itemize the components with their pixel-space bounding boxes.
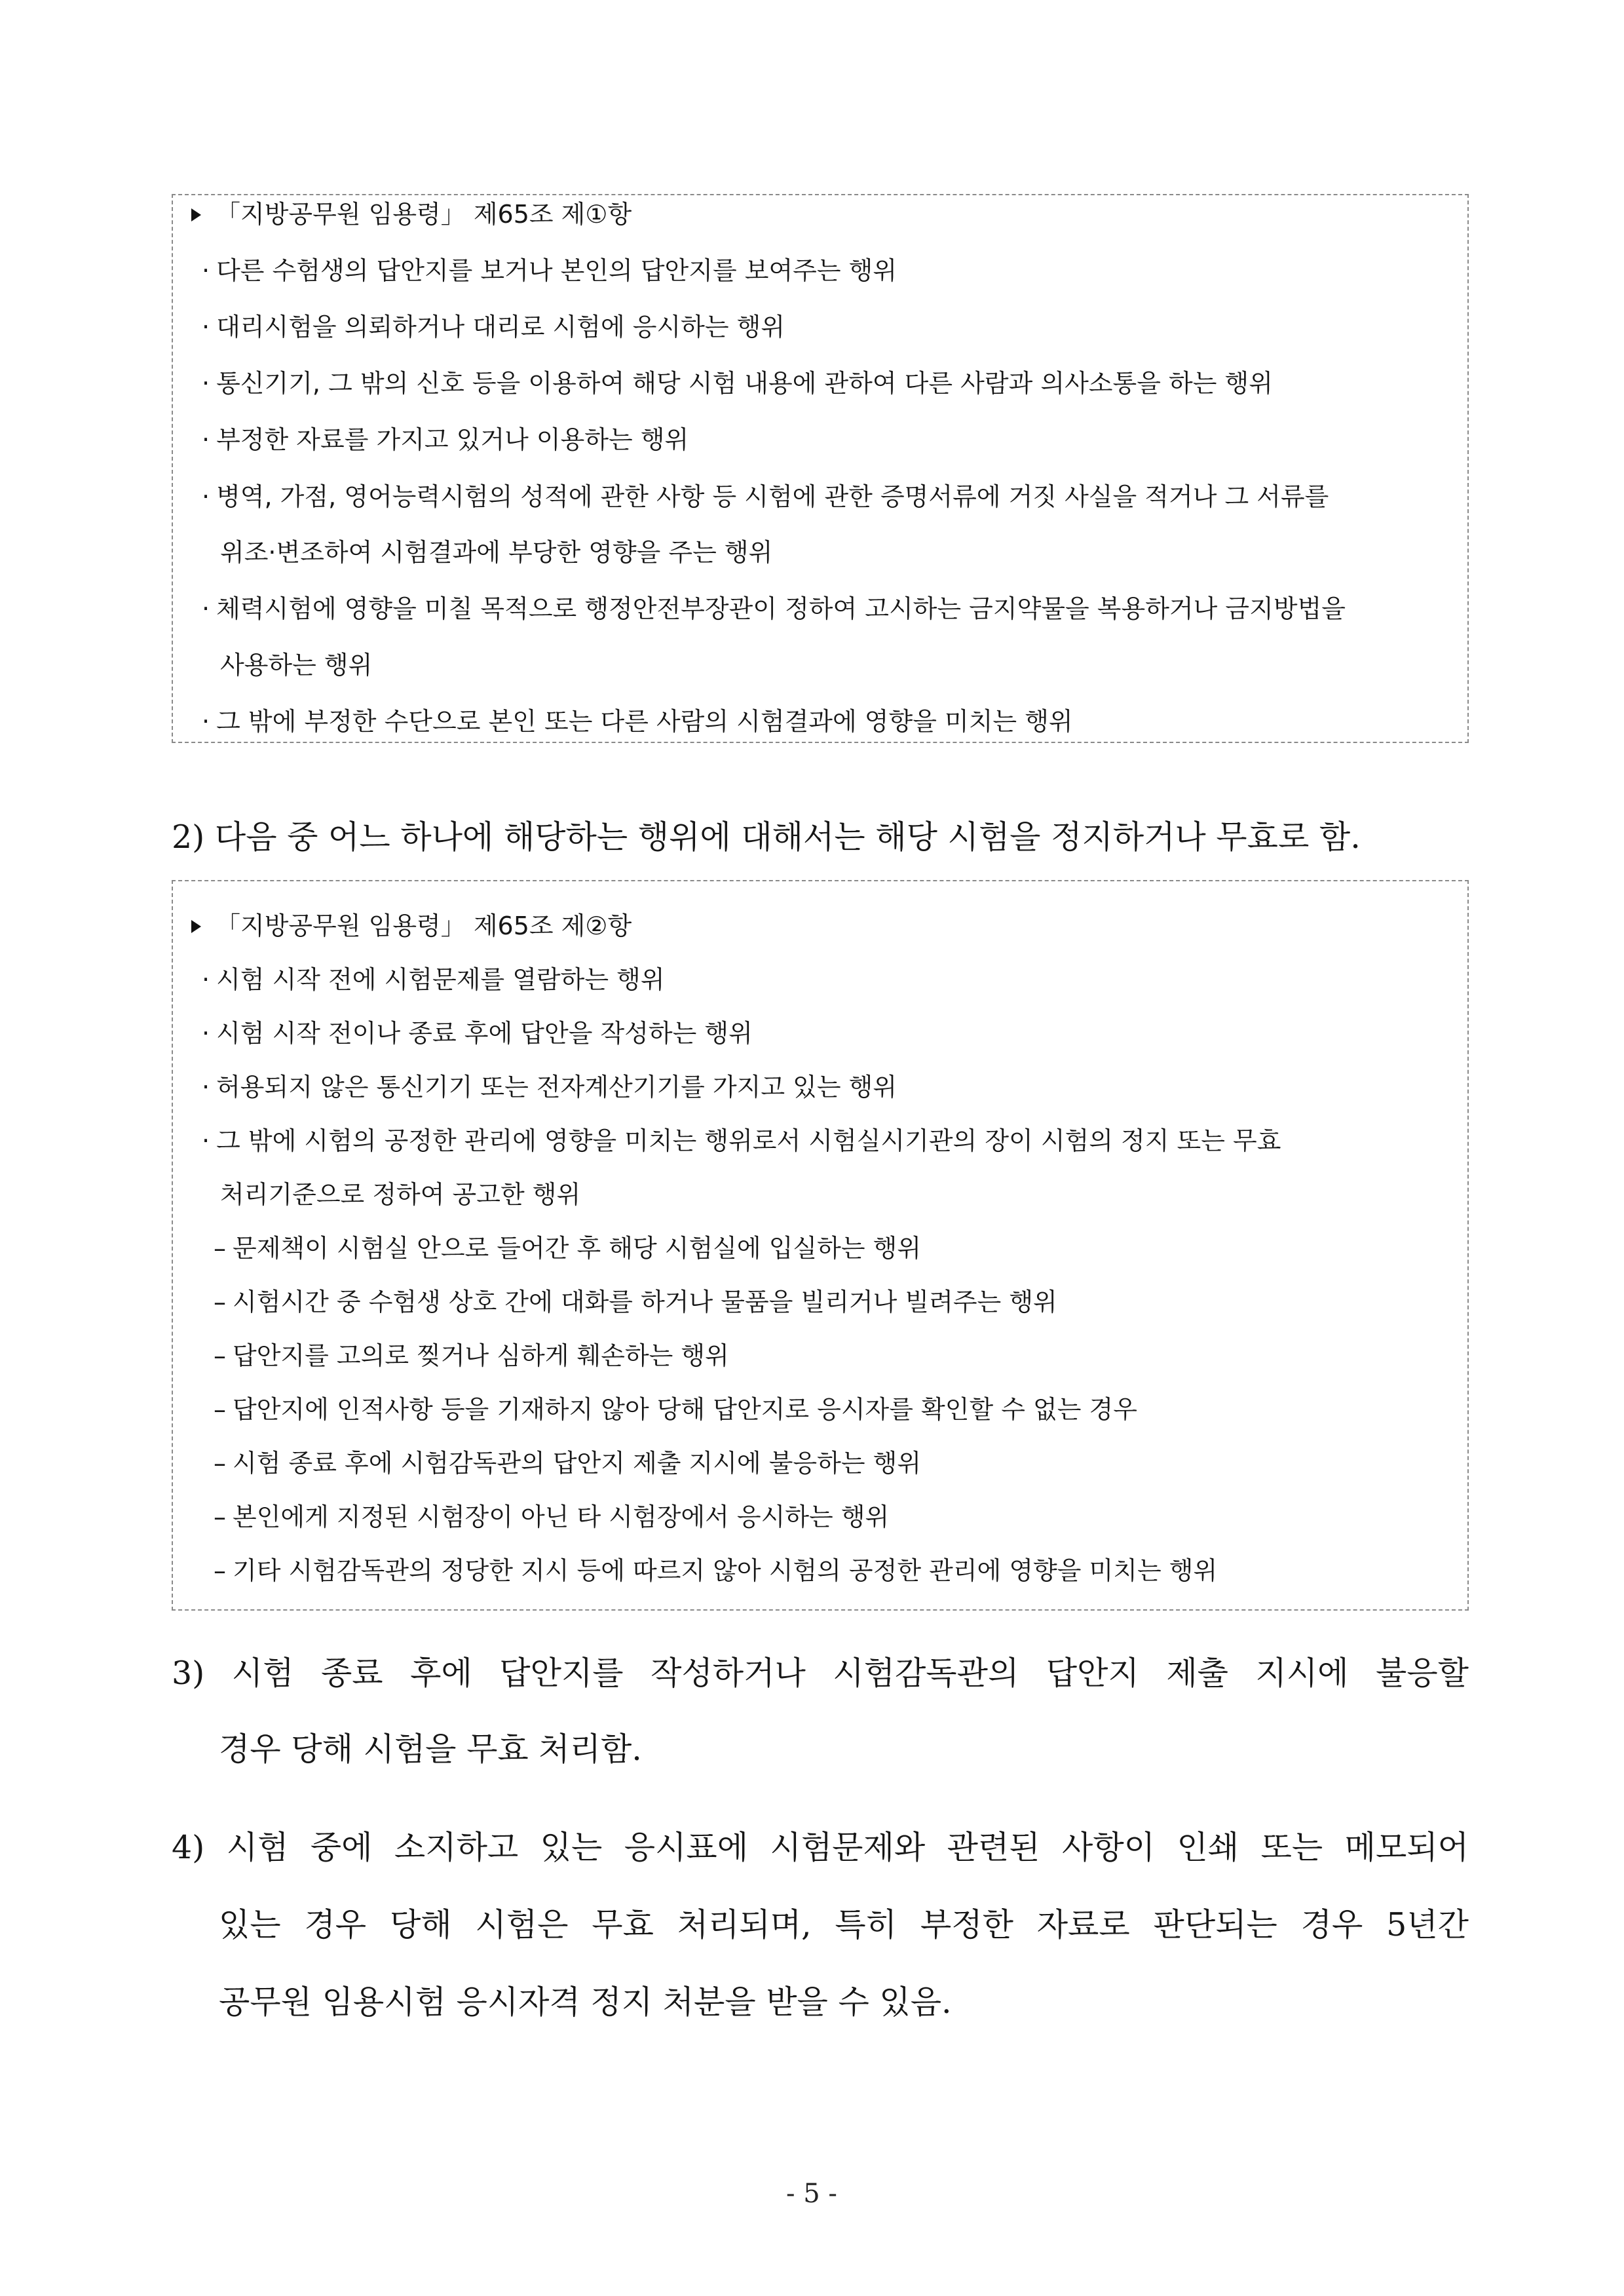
paragraph-4-line-3: 공무원 임용시험 응시자격 정지 처분을 받을 수 있음. (219, 1983, 952, 2021)
box2-sub-item: – 시험시간 중 수험생 상호 간에 대화를 하거나 물품을 빌리거나 빌려주는 행위 (214, 1288, 1057, 1316)
paragraph-2: 2) 다음 중 어느 하나에 해당하는 행위에 대해서는 해당 시험을 정지하거나 무효로 함. (172, 818, 1361, 856)
box2-item: · 그 밖에 시험의 공정한 관리에 영향을 미치는 행위로서 시험실시기관의 장이 시험의 정지 또는 무효 (202, 1126, 1281, 1155)
triangle-marker-icon (191, 920, 201, 933)
box2-sub-item: – 시험 종료 후에 시험감독관의 답안지 제출 지시에 불응하는 행위 (214, 1449, 922, 1478)
triangle-marker-icon (191, 208, 201, 221)
paragraph-3-line-2: 경우 당해 시험을 무효 처리함. (219, 1731, 642, 1768)
box2-item: · 시험 시작 전이나 종료 후에 답안을 작성하는 행위 (202, 1019, 753, 1048)
box2-sub-item: – 답안지를 고의로 찢거나 심하게 훼손하는 행위 (214, 1341, 729, 1370)
box2-sub-item: – 기타 시험감독관의 정당한 지시 등에 따르지 않아 시험의 공정한 관리에 영향을 미치는 행위 (214, 1556, 1218, 1585)
box2-item: · 허용되지 않은 통신기기 또는 전자계산기기를 가지고 있는 행위 (202, 1073, 897, 1101)
box1-item: · 체력시험에 영향을 미칠 목적으로 행정안전부장관이 정하여 고시하는 금지약물을 복용하거나 금지방법을 (202, 594, 1346, 623)
box2-sub-item: – 답안지에 인적사항 등을 기재하지 않아 당해 답안지로 응시자를 확인할 수 없는 경우 (214, 1395, 1137, 1424)
box2-item: · 시험 시작 전에 시험문제를 열람하는 행위 (202, 965, 665, 994)
paragraph-4-line-1: 4) 시험 중에 소지하고 있는 응시표에 시험문제와 관련된 사항이 인쇄 또는 메모되어 (172, 1829, 1469, 1866)
box1-item-continuation: 사용하는 행위 (220, 651, 373, 679)
box2-item-continuation: 처리기준으로 정하여 공고한 행위 (220, 1180, 581, 1209)
box2-sub-item: – 본인에게 지정된 시험장이 아닌 타 시험장에서 응시하는 행위 (214, 1502, 890, 1531)
page-number: - 5 - (786, 2179, 837, 2209)
box2-sub-item: – 문제책이 시험실 안으로 들어간 후 해당 시험실에 입실하는 행위 (214, 1234, 922, 1263)
box1-item: · 다른 수험생의 답안지를 보거나 본인의 답안지를 보여주는 행위 (202, 256, 897, 285)
box1-item: · 부정한 자료를 가지고 있거나 이용하는 행위 (202, 425, 689, 454)
box1-item: · 통신기기, 그 밖의 신호 등을 이용하여 해당 시험 내용에 관하여 다른 사람과 의사소통을 하는 행위 (202, 369, 1273, 398)
box1-item: · 병역, 가점, 영어능력시험의 성적에 관한 사항 등 시험에 관한 증명서류에 거짓 사실을 적거나 그 서류를 (202, 482, 1329, 511)
box1-title (191, 198, 632, 231)
box1-item: · 그 밖에 부정한 수단으로 본인 또는 다른 사람의 시험결과에 영향을 미치는 행위 (202, 707, 1073, 736)
box2-title (191, 909, 632, 942)
box1-item: · 대리시험을 의뢰하거나 대리로 시험에 응시하는 행위 (202, 313, 785, 341)
paragraph-3-line-1: 3) 시험 종료 후에 답안지를 작성하거나 시험감독관의 답안지 제출 지시에 불응할 (172, 1655, 1469, 1692)
box1-item-continuation: 위조·변조하여 시험결과에 부당한 영향을 주는 행위 (220, 538, 773, 567)
box1-title-text: 「지방공무원 임용령」 제65조 제①항 (216, 200, 632, 229)
paragraph-4-line-2: 있는 경우 당해 시험은 무효 처리되며, 특히 부정한 자료로 판단되는 경우 5년간 (219, 1906, 1469, 1943)
box2-title-text: 「지방공무원 임용령」 제65조 제②항 (216, 911, 632, 940)
